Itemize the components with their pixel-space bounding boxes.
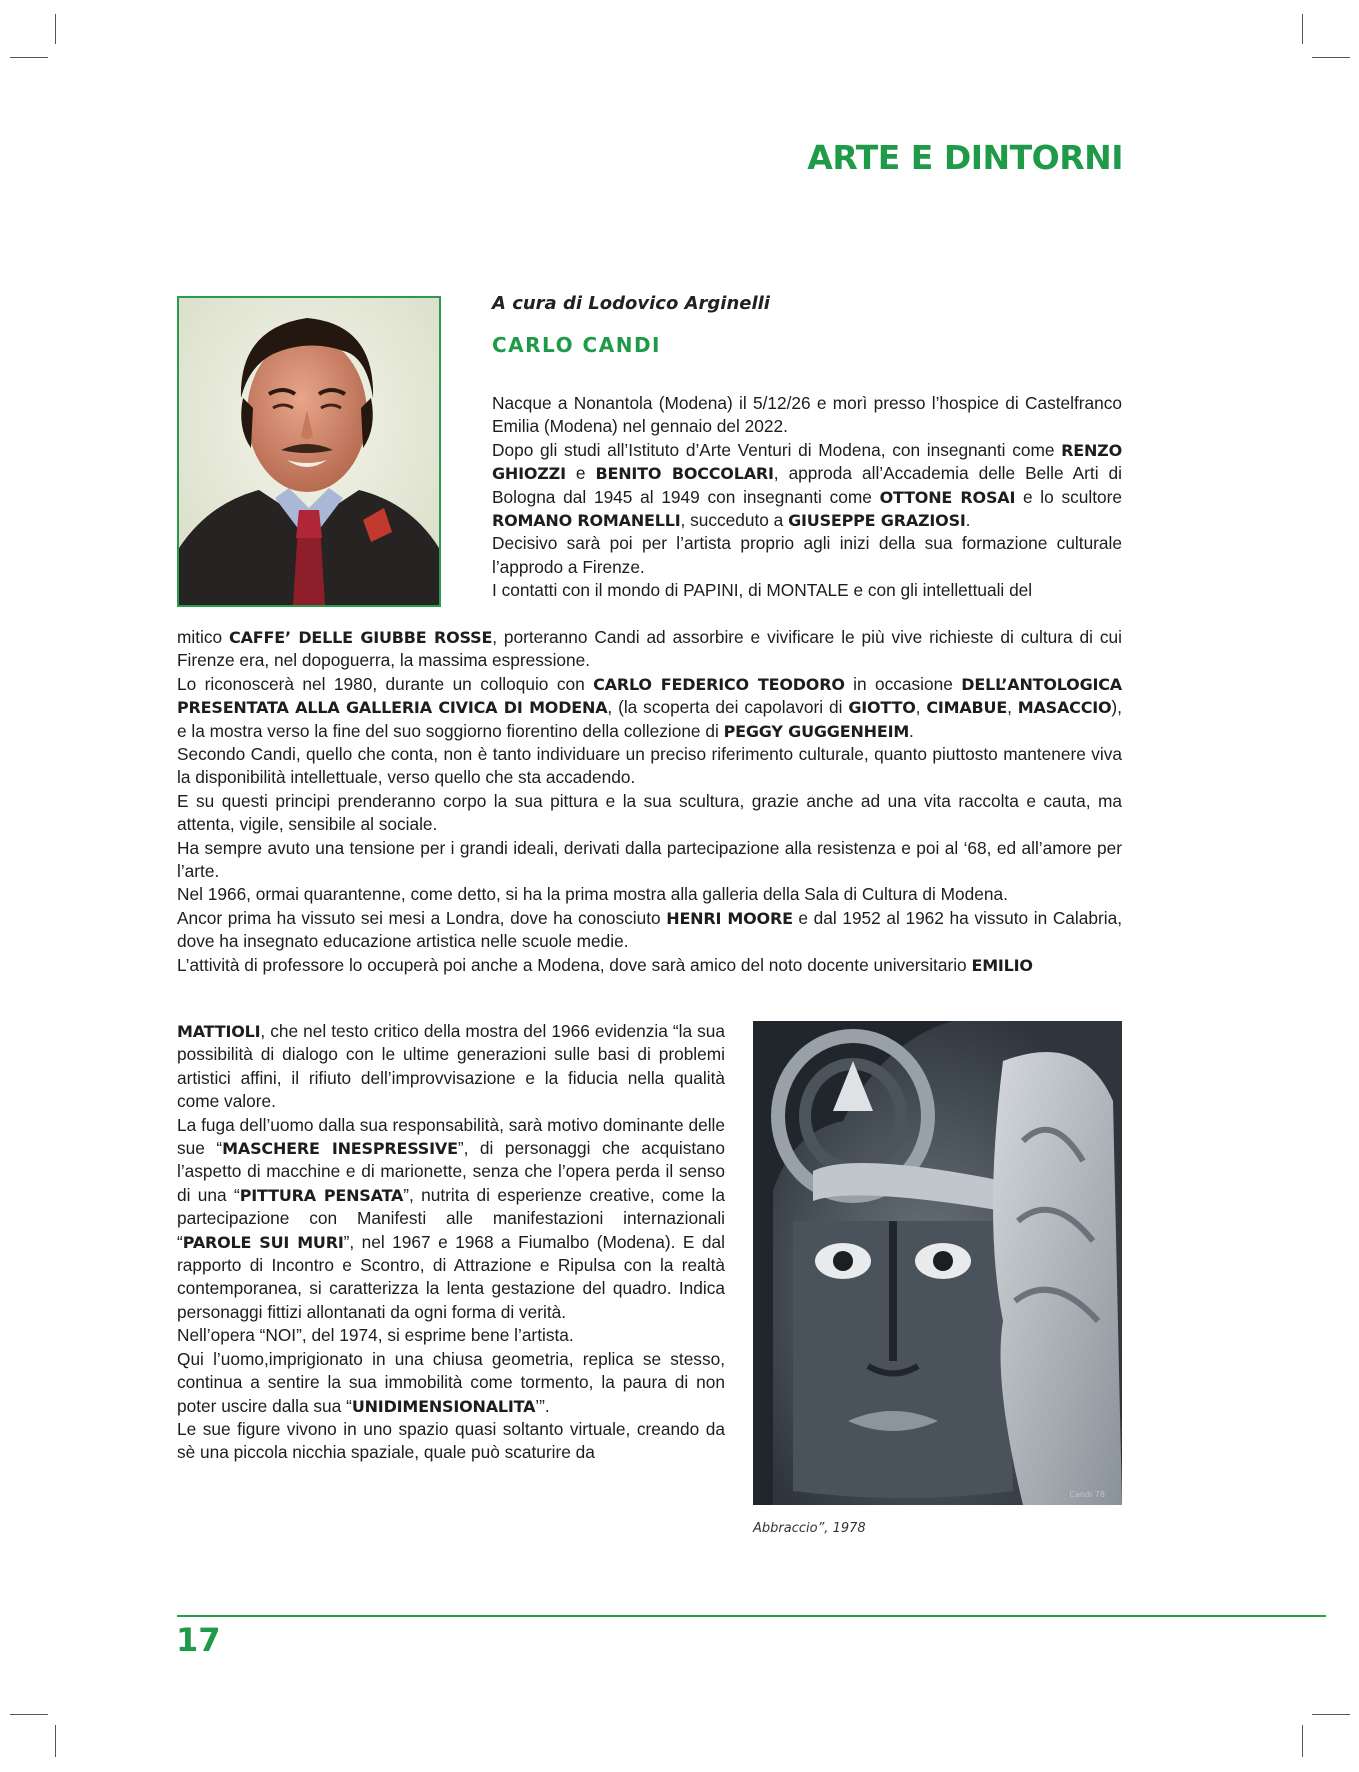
artwork-image <box>753 1021 1122 1505</box>
crop-mark-top-right-v <box>1302 14 1303 44</box>
paragraph: Secondo Candi, quello che conta, non è tanto individuare un preciso riferimento culturale, quanto piuttosto mantenere viva la disponibilità intellettuale, verso quello che sta accadendo. <box>177 744 1122 788</box>
crop-mark-bottom-right-v <box>1302 1725 1303 1757</box>
artwork-caption: Abbraccio”, 1978 <box>753 1521 866 1536</box>
artwork-illustration <box>753 1021 1122 1505</box>
footer-rule <box>177 1615 1326 1617</box>
paragraph: Dopo gli studi all’Istituto d’Arte Venturi di Modena, con insegnanti come RENZO GHIOZZI e BENITO BOCCOLARI, approda all’Accademia delle Belle Arti di Bologna dal 1945 al 1949 con insegnanti come OTTONE ROSAI e lo scultore ROMANO ROMANELLI, succeduto a GIUSEPPE GRAZIOSI. <box>492 439 1122 531</box>
article-subject: CARLO CANDI <box>492 333 661 357</box>
section-title: ARTE E DINTORNI <box>807 138 1123 177</box>
portrait-photo <box>177 296 441 607</box>
paragraph: E su questi principi prenderanno corpo la sua pittura e la sua scultura, grazie anche ad una vita raccolta e cauta, ma attenta, vigile, sensibile al sociale. <box>177 790 1122 835</box>
paragraph: Lo riconoscerà nel 1980, durante un colloquio con CARLO FEDERICO TEODORO in occasione DELL’ANTOLOGICA PRESENTATA ALLA GALLERIA CIVICA DI MODENA, (la scoperta dei capolavori di GIOTTO, CIMABUE, MASACCIO), e la mostra verso la fine del suo soggiorno fiorentino della collezione di PEGGY GUGGENHEIM. <box>177 673 1122 741</box>
crop-mark-bottom-left-h <box>10 1714 48 1715</box>
crop-mark-bottom-right-h <box>1312 1714 1350 1715</box>
crop-mark-bottom-left-v <box>55 1725 56 1757</box>
artwork-signature: Candi 78 <box>1069 1490 1105 1499</box>
paragraph: Qui l’uomo,imprigionato in una chiusa geometria, replica se stesso, continua a sentire la sua immobilità come tormento, la paura di non poter uscire dalla sua “UNIDIMENSIONALITA’”. <box>177 1348 725 1416</box>
paragraph: La fuga dell’uomo dalla sua responsabilità, sarà motivo dominante delle sue “MASCHERE INESPRESSIVE”, di personaggi che acquistano l’aspetto di macchine e di marionette, senza che l’opera perda il senso di una “PITTURA PENSATA”, nutrita di esperienze creative, come la partecipazione con Manifesti alle manifestazioni internazionali “PAROLE SUI MURI”, nel 1967 e 1968 a Fiumalbo (Modena). E dal rapporto di Incontro e Scontro, di Attrazione e Ripulsa con la realtà contemporanea, si caratterizza la lenta gestazione del quadro. Indica personaggi fittizi allontanati da ogni forma di verità. <box>177 1114 725 1322</box>
article-body-top <box>492 392 1122 603</box>
paragraph: Nel 1966, ormai quarantenne, come detto, si ha la prima mostra alla galleria della Sala di Cultura di Modena. <box>177 884 1008 905</box>
paragraph: mitico CAFFE’ DELLE GIUBBE ROSSE, porteranno Candi ad assorbire e vivificare le più vive richieste di cultura di cui Firenze era, nel dopoguerra, la massima espressione. <box>177 627 1122 671</box>
crop-mark-top-right-h <box>1312 57 1350 58</box>
paragraph: Nacque a Nonantola (Modena) il 5/12/26 e morì presso l’hospice di Castelfranco Emilia (Modena) nel gennaio del 2022. <box>492 393 1122 437</box>
paragraph: MATTIOLI, che nel testo critico della mostra del 1966 evidenzia “la sua possibilità di dialogo con le ultime generazioni sulle basi di problemi artistici affini, il rifiuto dell’improvvisazione e la fiducia nella qualità come valore. <box>177 1021 725 1112</box>
crop-mark-top-left-h <box>10 57 48 58</box>
paragraph: Decisivo sarà poi per l’artista proprio agli inizi della sua formazione culturale l’approdo a Firenze. <box>492 533 1122 577</box>
paragraph: Ha sempre avuto una tensione per i grandi ideali, derivati dalla partecipazione alla resistenza e poi al ‘68, ed all’amore per l’arte. <box>177 837 1122 882</box>
portrait-illustration <box>179 298 439 605</box>
paragraph: Nell’opera “NOI”, del 1974, si esprime bene l’artista. <box>177 1325 574 1346</box>
paragraph: Ancor prima ha vissuto sei mesi a Londra, dove ha conosciuto HENRI MOORE e dal 1952 al 1962 ha vissuto in Calabria, dove ha insegnato educazione artistica nelle scuole medie. <box>177 907 1122 952</box>
crop-mark-top-left-v <box>55 14 56 44</box>
paragraph: L’attività di professore lo occuperà poi anche a Modena, dove sarà amico del noto docente universitario EMILIO <box>177 954 1033 975</box>
paragraph: I contatti con il mondo di PAPINI, di MONTALE e con gli intellettuali del <box>492 580 1033 601</box>
article-body-left <box>177 1020 725 1465</box>
paragraph: Le sue figure vivono in uno spazio quasi soltanto virtuale, creando da sè una piccola nicchia spaziale, quale può scaturire da <box>177 1418 725 1463</box>
article-body-full <box>177 626 1122 977</box>
byline: A cura di Lodovico Arginelli <box>492 293 770 314</box>
page-number: 17 <box>176 1621 221 1659</box>
